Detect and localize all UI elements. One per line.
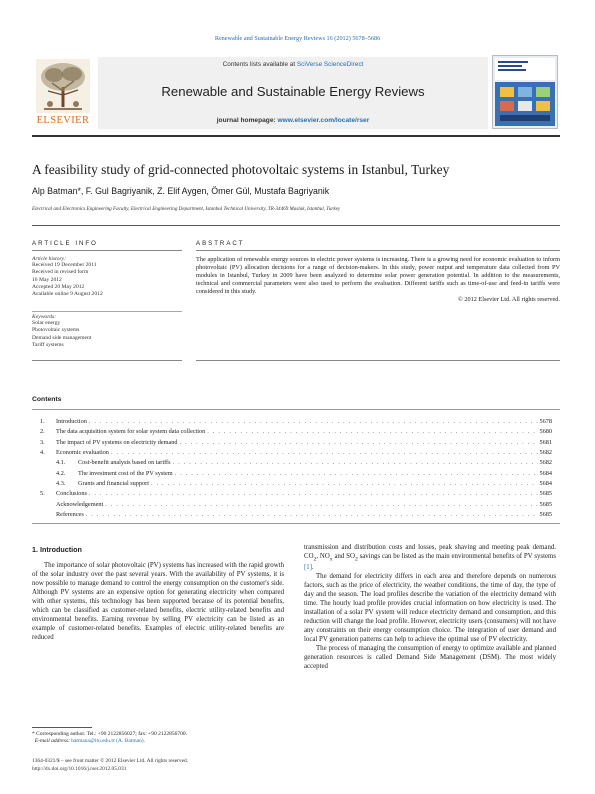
contents-entry[interactable]	[40, 439, 552, 449]
contents-leader-dots	[151, 480, 538, 487]
intro-text-run: , NO	[316, 552, 330, 560]
contents-entry-number: 2.	[40, 428, 45, 436]
contents-entry-number: 4.1.	[56, 459, 66, 467]
history-item: Received in revised form	[32, 269, 89, 276]
abstract-heading: ABSTRACT	[196, 240, 245, 247]
footnote-rule	[32, 727, 92, 728]
article-authors: Alp Batman*, F. Gul Bagriyanik, Z. Elif Aygen, Ömer Gül, Mustafa Bagriyanik	[32, 186, 330, 196]
issn-line: 1364-0321/$ – see front matter © 2012 Elsevier Ltd. All rights reserved.	[32, 758, 189, 764]
title-divider	[32, 225, 560, 226]
contents-entry[interactable]	[40, 418, 552, 428]
email-label: E-mail address:	[34, 738, 70, 745]
abstract-end-rule	[196, 360, 560, 361]
keywords-label: Keywords:	[32, 314, 57, 320]
contents-entry-title[interactable]: The data acquisition system for solar system data collection	[56, 428, 206, 436]
keyword: Demand side management	[32, 334, 92, 341]
abstract-rule	[196, 250, 560, 251]
contents-entry-page[interactable]: 5682	[539, 449, 552, 457]
contents-entry-number: 4.2.	[56, 469, 66, 477]
doi-link[interactable]: http://dx.doi.org/10.1016/j.rser.2012.05.031	[32, 765, 127, 772]
keywords-block	[32, 314, 182, 349]
contents-leader-dots	[180, 439, 538, 446]
abstract-copyright: © 2012 Elsevier Ltd. All rights reserved.	[458, 296, 560, 304]
intro-paragraph: The importance of solar photovoltaic (PV) systems has increased with the rapid growth of the solar industry over the past several years. With the availability of PV systems, it is now possible to manage demand to control the energy consumption on the customer's side. Although PV systems are an expensive option for generating electricity when compared with other systems, this technology has been supported because of its potential benefits, which can be classified as customer-related benefits, electric utility-related benefits and environmental benefits. Earning revenue by selling PV electricity can be listed as an example of customer-related benefits. Examples of electric utility-related benefits are reduced	[32, 562, 284, 641]
journal-citation[interactable]: Renewable and Sustainable Energy Reviews 16 (2012) 5678–5686	[214, 35, 381, 42]
journal-homepage-line	[98, 117, 488, 124]
history-item: Available online 9 August 2012	[32, 291, 103, 298]
article-history	[32, 256, 182, 298]
contents-leader-dots	[89, 418, 538, 425]
contents-top-rule	[32, 409, 560, 410]
abstract-body	[196, 256, 560, 305]
contents-entry-title[interactable]: Introduction	[56, 418, 87, 425]
contents-leader-dots	[105, 501, 537, 508]
journal-name: Renewable and Sustainable Energy Reviews	[161, 84, 425, 99]
contents-leader-dots	[207, 428, 537, 435]
elsevier-wordmark: ELSEVIER	[36, 115, 90, 126]
contents-entry[interactable]	[40, 511, 552, 521]
contents-entry-page[interactable]: 5684	[539, 469, 552, 477]
introduction-left-column	[32, 562, 284, 643]
homepage-link[interactable]: www.elsevier.com/locate/rser	[277, 117, 370, 124]
contents-entry[interactable]	[40, 428, 552, 438]
contents-entry-page[interactable]: 5680	[539, 428, 552, 436]
footnote-email-line	[32, 738, 292, 745]
subscript: 2	[313, 556, 317, 563]
table-of-contents	[40, 418, 552, 521]
contents-entry-title[interactable]: Acknowledgement	[56, 500, 104, 508]
issn-block	[32, 758, 292, 773]
article-info-rule	[32, 250, 182, 251]
contents-bottom-rule	[32, 523, 560, 524]
contents-entry-number: 5.	[40, 490, 45, 498]
contents-entry-title[interactable]: Conclusions	[56, 490, 87, 498]
intro-text-run: transmission and distribution costs and losses, peak shaving and meeting peak demand. CO	[304, 544, 556, 560]
history-item: Accepted 20 May 2012	[32, 283, 85, 290]
article-title: A feasibility study of grid-connected photovoltaic systems in Istanbul, Turkey	[32, 162, 450, 177]
keyword: Tariff systems	[32, 341, 64, 348]
corresponding-author-footnote	[32, 731, 292, 745]
contents-entry-page[interactable]: 5678	[539, 418, 552, 425]
history-item: Received 19 December 2011	[32, 262, 97, 268]
intro-text-run: .	[311, 564, 314, 572]
contents-prefix: Contents lists available at	[222, 61, 297, 68]
contents-leader-dots	[173, 459, 538, 466]
history-item: 16 May 2012	[32, 276, 62, 283]
contents-entry[interactable]	[40, 490, 552, 500]
homepage-label: journal homepage:	[216, 117, 278, 124]
history-label: Article history:	[32, 256, 67, 262]
contents-leader-dots	[111, 449, 538, 456]
contents-entry-title[interactable]: References	[56, 511, 84, 519]
contents-entry-number: 1.	[40, 418, 45, 425]
contents-entry-title[interactable]: The investment cost of the PV system	[78, 469, 173, 477]
subscript: 2	[354, 556, 358, 563]
contents-entry-page[interactable]: 5685	[539, 490, 552, 498]
journal-cover-image	[492, 55, 558, 129]
intro-paragraph: The demand for electricity differs in each area and therefore depends on numerous factors, such as the price of electricity, the weather conditions, the time of day, the type of day and the season. The load profiles describe the variation of the electricity demand with time. The hourly load profile provides crucial information on how electricity is used. The installation of a solar PV system will reduce electricity demand and consumption, and this reduction will change the load profile. However, electricity users (consumers) will not have any constraints on their energy consumption choice. The integration of user demand and local PV generation patterns can help to achieve the optimal use of PV electricity.	[304, 573, 556, 643]
introduction-right-column	[304, 544, 556, 672]
abstract-text: The application of renewable energy sources in electric power systems is increasing. There is a growing need for economic evaluation to inform photovoltaic (PV) allocation decisions for a range of decision-makers. In this study, power output and temperature data collected from PV modules in Istanbul, Turkey in 2009 have been analyzed to determine solar power generation potential. In addition to the measurements, technical and commercial parameters were also used to perform the evaluation. Different tariffs such as time-of-use and feed-in tariffs were considered in this study.	[196, 256, 560, 296]
intro-text-run: savings can be listed as the main environmental benefits of PV systems	[357, 552, 556, 560]
contents-entry-number: 3.	[40, 438, 45, 446]
header-divider	[32, 135, 560, 137]
contents-leader-dots	[86, 511, 538, 518]
contents-entry[interactable]	[40, 470, 552, 480]
contents-entry-page[interactable]: 5685	[539, 511, 552, 519]
contents-entry-page[interactable]: 5682	[539, 459, 552, 467]
contents-entry-title[interactable]: Cost-benefit analysis based on tariffs	[78, 459, 171, 467]
contents-entry-page[interactable]: 5684	[539, 480, 552, 488]
contents-heading: Contents	[32, 396, 62, 403]
contents-leader-dots	[175, 470, 538, 477]
intro-text-run: and SO	[332, 552, 355, 560]
keyword: Photovoltaic systems	[32, 327, 80, 334]
reference-link[interactable]: [1]	[304, 564, 312, 572]
contents-entry-title[interactable]: The impact of PV systems on electricity demand	[56, 438, 178, 446]
keyword: Solar energy	[32, 320, 61, 326]
contents-entry-title[interactable]: Grants and financial support	[78, 480, 149, 488]
contents-entry[interactable]	[40, 459, 552, 469]
contents-entry[interactable]	[40, 449, 552, 459]
footnote-contact: * Corresponding author. Tel.: +90 2122856027; fax: +90 2122856700.	[32, 731, 187, 737]
contents-entry[interactable]	[40, 480, 552, 490]
article-info-heading: ARTICLE INFO	[32, 240, 98, 247]
intro-paragraph	[304, 544, 556, 573]
contents-entry-number: 4.3.	[56, 480, 66, 488]
contents-entry-number: 4.	[40, 449, 45, 457]
contents-entry[interactable]	[40, 501, 552, 511]
contents-entry-page[interactable]: 5685	[539, 500, 552, 508]
introduction-heading: 1. Introduction	[32, 545, 82, 554]
contents-leader-dots	[89, 490, 538, 497]
sciencedirect-link[interactable]: SciVerse ScienceDirect	[296, 61, 364, 68]
article-info-end-rule	[32, 360, 182, 361]
contents-available-line	[98, 61, 488, 68]
email-link[interactable]: batmana@itu.edu.tr (A. Batman).	[69, 738, 146, 745]
contents-entry-page[interactable]: 5681	[539, 438, 552, 446]
subscript: x	[329, 556, 333, 563]
intro-paragraph: The process of managing the consumption of energy to optimize available and planned generation resources is called Demand Side Management (DSM). The most widely accepted	[304, 644, 556, 670]
contents-entry-title[interactable]: Economic evaluation	[56, 449, 109, 457]
author-affiliation: Electrical and Electronics Engineering Faculty, Electrical Engineering Department, Istanbul Technical University, TR-34469 Maslak, Istanbul, Turkey	[32, 206, 341, 212]
article-info-mid-rule	[32, 311, 182, 312]
